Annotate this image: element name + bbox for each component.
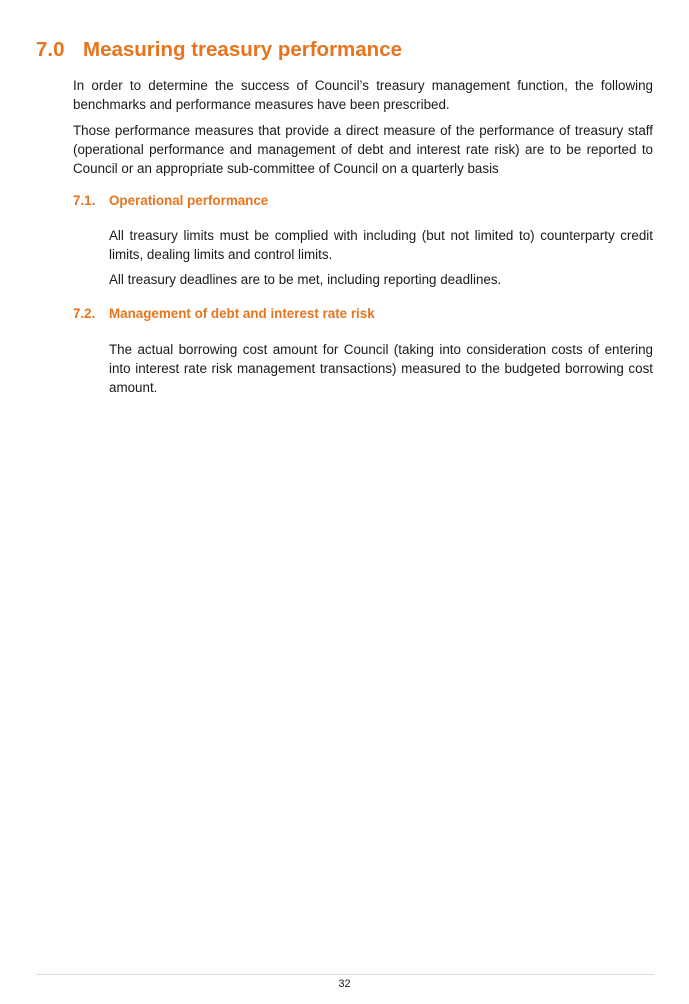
subsection-number: 7.1. xyxy=(73,193,96,208)
section-heading xyxy=(36,38,402,62)
debt-risk-paragraph: The actual borrowing cost amount for Council (taking into consideration costs of entering into interest rate risk management transactions) measured to the budgeted borrowing cost amount. xyxy=(109,342,653,396)
subsection-heading-operational xyxy=(73,192,268,210)
subsection-title: Management of debt and interest rate risk xyxy=(109,306,375,321)
operational-paragraph-limits: All treasury limits must be complied with including (but not limited to) counterparty credit limits, dealing limits and control limits. xyxy=(109,228,653,263)
section-title: Measuring treasury performance xyxy=(83,38,403,61)
intro-paragraph: In order to determine the success of Council’s treasury management function, the following benchmarks and performance measures have been prescribed. xyxy=(73,78,653,113)
subsection-heading-debt-risk xyxy=(73,305,375,323)
section-number: 7.0 xyxy=(36,38,65,61)
page-number: 32 xyxy=(338,978,351,990)
subsection-title: Operational performance xyxy=(109,193,269,208)
footer-divider xyxy=(36,974,654,975)
operational-paragraph-deadlines: All treasury deadlines are to be met, including reporting deadlines. xyxy=(109,272,502,287)
reporting-paragraph: Those performance measures that provide a direct measure of the performance of treasury staff (operational performance and management of debt and interest rate risk) are to be reported to Council or an appropriate sub-committee of Council on a quarterly basis xyxy=(73,123,653,177)
subsection-number: 7.2. xyxy=(73,306,96,321)
